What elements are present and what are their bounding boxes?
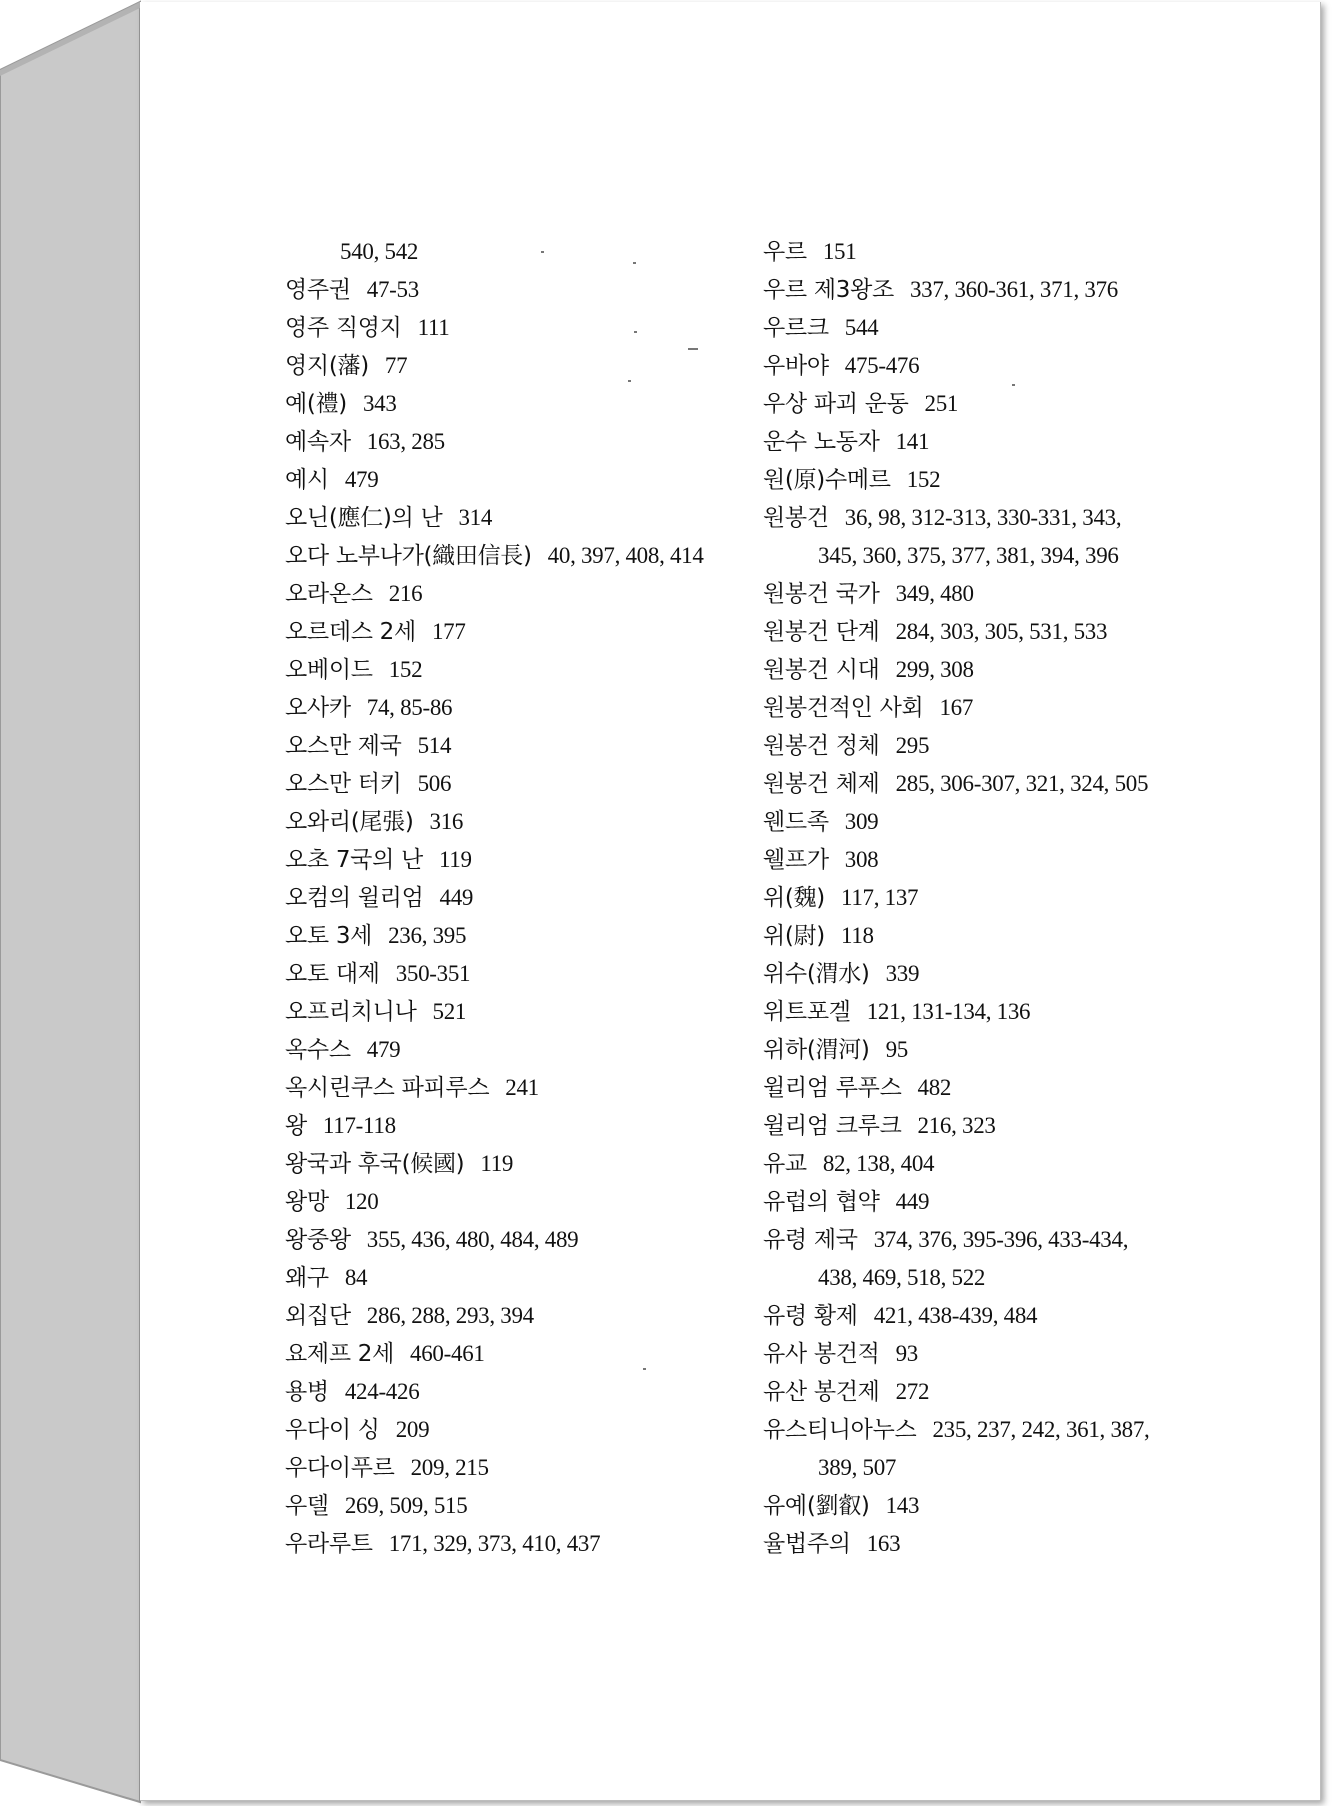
index-entry: [285, 498, 755, 536]
scan-speck: [634, 331, 637, 333]
index-page-numbers: 438, 469, 518, 522: [818, 1265, 986, 1290]
index-entry: [285, 1144, 755, 1182]
index-page-numbers: 216, 323: [917, 1113, 996, 1138]
index-entry: [763, 650, 1243, 688]
index-page-numbers: 521: [432, 999, 467, 1024]
index-page-numbers: 421, 438-439, 484: [873, 1303, 1038, 1328]
index-page-numbers: 236, 395: [388, 923, 467, 948]
index-term: 웬드족: [763, 809, 829, 835]
index-page-numbers: 337, 360-361, 371, 376: [909, 277, 1118, 302]
index-term: 영지(藩): [285, 353, 369, 379]
index-entry: [285, 1486, 755, 1524]
index-entry: [763, 346, 1243, 384]
scan-speck: [688, 348, 698, 350]
index-entry: [763, 498, 1243, 536]
index-term: 유럽의 협약: [763, 1189, 880, 1215]
index-page-numbers: 93: [895, 1341, 919, 1366]
index-page-numbers: 121, 131-134, 136: [866, 999, 1031, 1024]
index-page-numbers: 299, 308: [895, 657, 974, 682]
index-entry: [285, 954, 755, 992]
index-entry: [285, 878, 755, 916]
index-term: 원봉건 체제: [763, 771, 880, 797]
index-page-numbers: 389, 507: [818, 1455, 897, 1480]
index-term: 우르크: [763, 315, 829, 341]
index-term: 원봉건 국가: [763, 581, 880, 607]
index-page-numbers: 309: [844, 809, 879, 834]
index-term: 오프리치니나: [285, 999, 417, 1025]
index-page-numbers: 345, 360, 375, 377, 381, 394, 396: [818, 543, 1119, 568]
index-page-numbers: 171, 329, 373, 410, 437: [388, 1531, 601, 1556]
scan-speck: [643, 1368, 646, 1370]
index-term: 위(魏): [763, 885, 825, 911]
index-entry: [285, 1182, 755, 1220]
index-page-numbers: 314: [458, 505, 493, 530]
index-term: 오토 3세: [285, 923, 373, 949]
index-page-numbers: 479: [366, 1037, 401, 1062]
index-page-numbers: 475-476: [844, 353, 920, 378]
index-entry: [285, 726, 755, 764]
index-entry: [285, 384, 755, 422]
index-page-numbers: 120: [344, 1189, 379, 1214]
index-term: 용병: [285, 1379, 329, 1405]
index-entry: [285, 840, 755, 878]
index-term: 율법주의: [763, 1531, 851, 1557]
index-term: 유사 봉건적: [763, 1341, 880, 1367]
index-entry: [285, 346, 755, 384]
index-page-numbers: 449: [439, 885, 474, 910]
index-column-left: [285, 232, 755, 1562]
index-entry: [285, 1524, 755, 1562]
index-page-numbers: 167: [939, 695, 974, 720]
index-page-numbers: 241: [505, 1075, 539, 1100]
index-term: 왕중왕: [285, 1227, 351, 1253]
index-term: 왜구: [285, 1265, 329, 1291]
index-term: 원봉건 정체: [763, 733, 880, 759]
index-entry: [763, 1372, 1243, 1410]
index-term: 옥시린쿠스 파피루스: [285, 1075, 490, 1101]
index-entry: [285, 270, 755, 308]
index-entry: [763, 384, 1243, 422]
index-page-numbers: 479: [344, 467, 379, 492]
index-page-numbers: 349, 480: [895, 581, 974, 606]
index-page-numbers: 152: [906, 467, 941, 492]
index-entry: [763, 1410, 1243, 1448]
index-page-numbers: 141: [895, 429, 930, 454]
index-column-right: [763, 232, 1243, 1562]
index-entry: [285, 992, 755, 1030]
index-page-numbers: 286, 288, 293, 394: [366, 1303, 534, 1328]
index-entry: [285, 1068, 755, 1106]
index-term: 예속자: [285, 429, 351, 455]
index-page-numbers: 47-53: [366, 277, 419, 302]
index-entry: [763, 1296, 1243, 1334]
index-page-numbers: 163: [866, 1531, 901, 1556]
index-entry: [763, 536, 1243, 574]
index-term: 웰프가: [763, 847, 829, 873]
index-term: 우상 파괴 운동: [763, 391, 909, 417]
index-page-numbers: 343: [362, 391, 397, 416]
index-term: 우델: [285, 1493, 329, 1519]
index-page-numbers: 506: [417, 771, 452, 796]
index-page-numbers: 36, 98, 312-313, 330-331, 343,: [844, 505, 1122, 530]
index-page-numbers: 350-351: [395, 961, 471, 986]
index-page-numbers: 295: [895, 733, 930, 758]
scan-speck: [541, 251, 544, 253]
index-term: 오르데스 2세: [285, 619, 416, 645]
index-entry: [285, 764, 755, 802]
index-entry: [763, 460, 1243, 498]
index-page-numbers: 449: [895, 1189, 930, 1214]
index-term: 오초 7국의 난: [285, 847, 423, 873]
index-term: 오다 노부나가(織田信長): [285, 543, 532, 569]
index-entry: [763, 422, 1243, 460]
index-term: 우다이 싱: [285, 1417, 380, 1443]
index-entry: [763, 1182, 1243, 1220]
index-term: 영주권: [285, 277, 351, 303]
index-entry: [763, 764, 1243, 802]
index-term: 유스티니아누스: [763, 1417, 917, 1443]
index-entry: [763, 878, 1243, 916]
index-entry: [763, 574, 1243, 612]
index-entry: [285, 1220, 755, 1258]
index-page-numbers: 209, 215: [410, 1455, 489, 1480]
index-page-numbers: 119: [480, 1151, 514, 1176]
index-entry: [763, 1030, 1243, 1068]
index-entry: [285, 650, 755, 688]
index-page-numbers: 308: [844, 847, 879, 872]
index-entry: [285, 422, 755, 460]
index-page-numbers: 272: [895, 1379, 930, 1404]
index-page-numbers: 316: [429, 809, 464, 834]
index-page-numbers: 119: [438, 847, 472, 872]
index-term: 위수(渭水): [763, 961, 870, 987]
index-entry: [763, 916, 1243, 954]
index-term: 원(原)수메르: [763, 467, 891, 493]
index-entry: [285, 232, 755, 270]
index-entry: [763, 1448, 1243, 1486]
index-term: 영주 직영지: [285, 315, 402, 341]
scan-speck: [1012, 384, 1015, 386]
index-entry: [285, 612, 755, 650]
index-term: 우르 제3왕조: [763, 277, 894, 303]
index-term: 오사카: [285, 695, 351, 721]
index-page-numbers: 269, 509, 515: [344, 1493, 468, 1518]
index-entry: [763, 1486, 1243, 1524]
index-term: 오와리(尾張): [285, 809, 414, 835]
index-term: 오베이드: [285, 657, 373, 683]
index-page-numbers: 482: [917, 1075, 952, 1100]
index-entry: [285, 802, 755, 840]
index-page-numbers: 424-426: [344, 1379, 420, 1404]
index-term: 오토 대제: [285, 961, 380, 987]
index-term: 오스만 터키: [285, 771, 402, 797]
index-term: 원봉건 시대: [763, 657, 880, 683]
index-term: 유교: [763, 1151, 807, 1177]
index-entry: [763, 802, 1243, 840]
index-term: 오닌(應仁)의 난: [285, 505, 443, 531]
index-page-numbers: 514: [417, 733, 452, 758]
index-page-numbers: 95: [885, 1037, 908, 1062]
index-page-numbers: 209: [395, 1417, 430, 1442]
index-page-numbers: 235, 237, 242, 361, 387,: [932, 1417, 1150, 1442]
index-term: 원봉건 단계: [763, 619, 880, 645]
index-page-numbers: 339: [885, 961, 920, 986]
index-entry: [285, 574, 755, 612]
index-page-numbers: 74, 85-86: [366, 695, 453, 720]
index-page-numbers: 77: [384, 353, 408, 378]
index-term: 위하(渭河): [763, 1037, 870, 1063]
index-entry: [285, 688, 755, 726]
index-entry: [285, 1334, 755, 1372]
index-page-numbers: 143: [885, 1493, 920, 1518]
index-entry: [285, 1410, 755, 1448]
index-entry: [763, 1144, 1243, 1182]
index-page-numbers: 163, 285: [366, 429, 445, 454]
index-page-numbers: 177: [431, 619, 466, 644]
index-term: 왕망: [285, 1189, 329, 1215]
index-page-numbers: 117-118: [322, 1113, 396, 1138]
scan-speck: [628, 380, 631, 382]
index-page-numbers: 111: [417, 315, 450, 340]
index-page-numbers: 82, 138, 404: [822, 1151, 935, 1176]
index-page-numbers: 84: [344, 1265, 368, 1290]
index-entry: [285, 916, 755, 954]
index-entry: [285, 1372, 755, 1410]
index-entry: [763, 1334, 1243, 1372]
index-term: 오라온스: [285, 581, 373, 607]
index-page-numbers: 460-461: [410, 1341, 485, 1366]
index-term: 우바야: [763, 353, 829, 379]
index-term: 왕: [285, 1113, 307, 1139]
index-entry: [285, 536, 755, 574]
index-entry: [763, 232, 1243, 270]
index-page-numbers: 151: [822, 239, 857, 264]
index-term: 우르: [763, 239, 807, 265]
index-entry: [763, 954, 1243, 992]
index-page-numbers: 40, 397, 408, 414: [547, 543, 704, 568]
index-entry: [763, 612, 1243, 650]
index-term: 우라루트: [285, 1531, 373, 1557]
index-term: 유령 제국: [763, 1227, 858, 1253]
index-page-numbers: 355, 436, 480, 484, 489: [366, 1227, 579, 1252]
index-page-numbers: 251: [924, 391, 959, 416]
index-term: 유예(劉叡): [763, 1493, 870, 1519]
index-entry: [763, 726, 1243, 764]
index-term: 원봉건적인 사회: [763, 695, 924, 721]
index-page-numbers: 118: [840, 923, 874, 948]
index-term: 예시: [285, 467, 329, 493]
index-page-numbers: 285, 306-307, 321, 324, 505: [895, 771, 1149, 796]
index-entry: [285, 1448, 755, 1486]
index-entry: [285, 1258, 755, 1296]
index-term: 오스만 제국: [285, 733, 402, 759]
index-term: 위(尉): [763, 923, 825, 949]
index-page-numbers: 284, 303, 305, 531, 533: [895, 619, 1108, 644]
index-term: 옥수스: [285, 1037, 351, 1063]
index-term: 윌리엄 크루크: [763, 1113, 902, 1139]
index-term: 유산 봉건제: [763, 1379, 880, 1405]
scan-speck: [633, 262, 636, 264]
index-term: 왕국과 후국(候國): [285, 1151, 465, 1177]
index-page-numbers: 540, 542: [340, 239, 419, 264]
index-term: 외집단: [285, 1303, 351, 1329]
index-entry: [285, 1296, 755, 1334]
index-term: 운수 노동자: [763, 429, 880, 455]
index-entry: [285, 308, 755, 346]
index-page-numbers: 152: [388, 657, 423, 682]
index-entry: [763, 1068, 1243, 1106]
index-term: 예(禮): [285, 391, 347, 417]
index-term: 원봉건: [763, 505, 829, 531]
index-page-numbers: 117, 137: [840, 885, 919, 910]
index-page-numbers: 374, 376, 395-396, 433-434,: [873, 1227, 1129, 1252]
index-term: 윌리엄 루푸스: [763, 1075, 902, 1101]
index-term: 요제프 2세: [285, 1341, 395, 1367]
index-entry: [763, 840, 1243, 878]
index-entry: [285, 460, 755, 498]
index-entry: [285, 1030, 755, 1068]
index-page-numbers: 544: [844, 315, 879, 340]
index-entry: [763, 1524, 1243, 1562]
index-term: 위트포겔: [763, 999, 851, 1025]
index-page-numbers: 216: [388, 581, 423, 606]
index-entry: [763, 1258, 1243, 1296]
index-entry: [285, 1106, 755, 1144]
index-term: 우다이푸르: [285, 1455, 395, 1481]
index-entry: [763, 992, 1243, 1030]
index-term: 오컴의 윌리엄: [285, 885, 424, 911]
index-entry: [763, 1106, 1243, 1144]
index-entry: [763, 270, 1243, 308]
index-entry: [763, 688, 1243, 726]
index-entry: [763, 1220, 1243, 1258]
index-entry: [763, 308, 1243, 346]
index-term: 유령 황제: [763, 1303, 858, 1329]
